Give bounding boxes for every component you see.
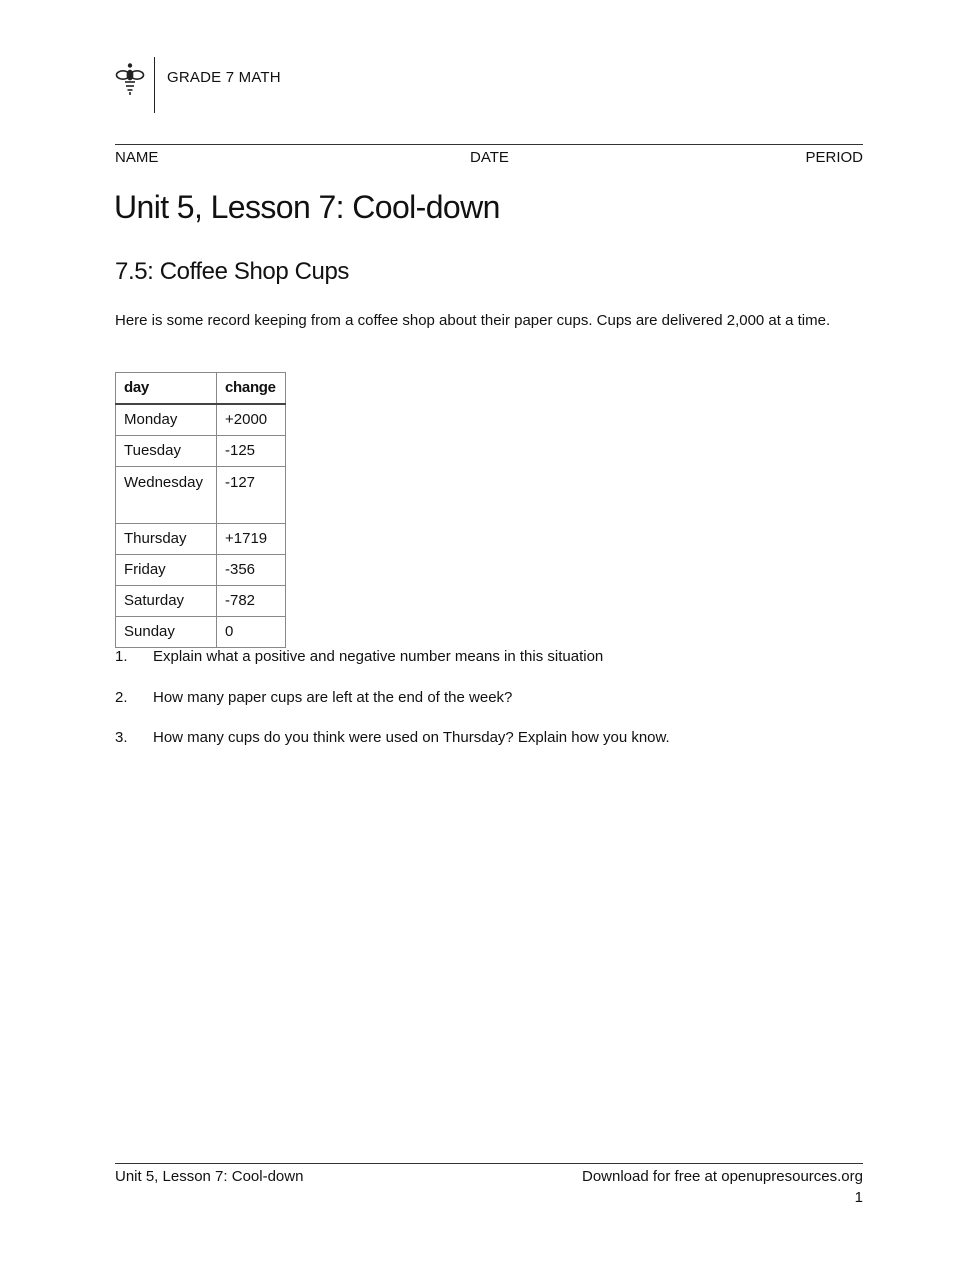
day-cell: Sunday bbox=[116, 617, 217, 648]
change-cell: -125 bbox=[217, 436, 286, 467]
day-cell: Thursday bbox=[116, 524, 217, 555]
change-cell: -782 bbox=[217, 586, 286, 617]
name-label: NAME bbox=[115, 149, 159, 166]
footer-download-link[interactable]: Download for free at openupresources.org bbox=[581, 1168, 863, 1185]
table-row bbox=[116, 617, 286, 648]
date-label: DATE bbox=[470, 149, 509, 166]
change-cell: 0 bbox=[217, 617, 286, 648]
question-item bbox=[115, 728, 863, 748]
question-text: How many cups do you think were used on Thursday? Explain how you know. bbox=[153, 729, 670, 746]
day-cell: Wednesday bbox=[116, 467, 217, 524]
footer-lesson-title: Unit 5, Lesson 7: Cool-down bbox=[115, 1168, 304, 1185]
grade-label: GRADE 7 MATH bbox=[167, 69, 281, 86]
column-header-day: day bbox=[116, 373, 217, 405]
table-row bbox=[116, 586, 286, 617]
question-item bbox=[115, 647, 863, 667]
header-rule bbox=[115, 144, 863, 145]
change-cell: +2000 bbox=[217, 404, 286, 436]
table-row bbox=[116, 524, 286, 555]
table-row bbox=[116, 436, 286, 467]
change-cell: -127 bbox=[217, 467, 286, 524]
footer-rule bbox=[115, 1163, 863, 1164]
question-text: Explain what a positive and negative number means in this situation bbox=[153, 648, 604, 665]
cups-change-table bbox=[115, 372, 286, 648]
bee-logo-icon bbox=[114, 62, 146, 96]
intro-text: Here is some record keeping from a coffee shop about their paper cups. Cups are delivered 2,000 at a time. bbox=[115, 312, 831, 329]
logo-divider bbox=[154, 57, 155, 113]
day-cell: Tuesday bbox=[116, 436, 217, 467]
day-cell: Friday bbox=[116, 555, 217, 586]
question-number: 3. bbox=[115, 729, 128, 746]
page-title: Unit 5, Lesson 7: Cool-down bbox=[114, 189, 500, 225]
question-number: 1. bbox=[115, 648, 128, 665]
day-cell: Saturday bbox=[116, 586, 217, 617]
table-header-row bbox=[116, 373, 286, 405]
question-item bbox=[115, 688, 863, 708]
question-number: 2. bbox=[115, 689, 128, 706]
table-row bbox=[116, 467, 286, 524]
page-number: 1 bbox=[854, 1189, 863, 1206]
change-cell: +1719 bbox=[217, 524, 286, 555]
section-heading: 7.5: Coffee Shop Cups bbox=[115, 258, 349, 285]
question-text: How many paper cups are left at the end of the week? bbox=[153, 689, 513, 706]
table-row bbox=[116, 555, 286, 586]
column-header-change: change bbox=[217, 373, 286, 405]
day-cell: Monday bbox=[116, 404, 217, 436]
question-list bbox=[115, 647, 863, 748]
change-cell: -356 bbox=[217, 555, 286, 586]
period-label: PERIOD bbox=[805, 149, 863, 166]
table-row bbox=[116, 404, 286, 436]
